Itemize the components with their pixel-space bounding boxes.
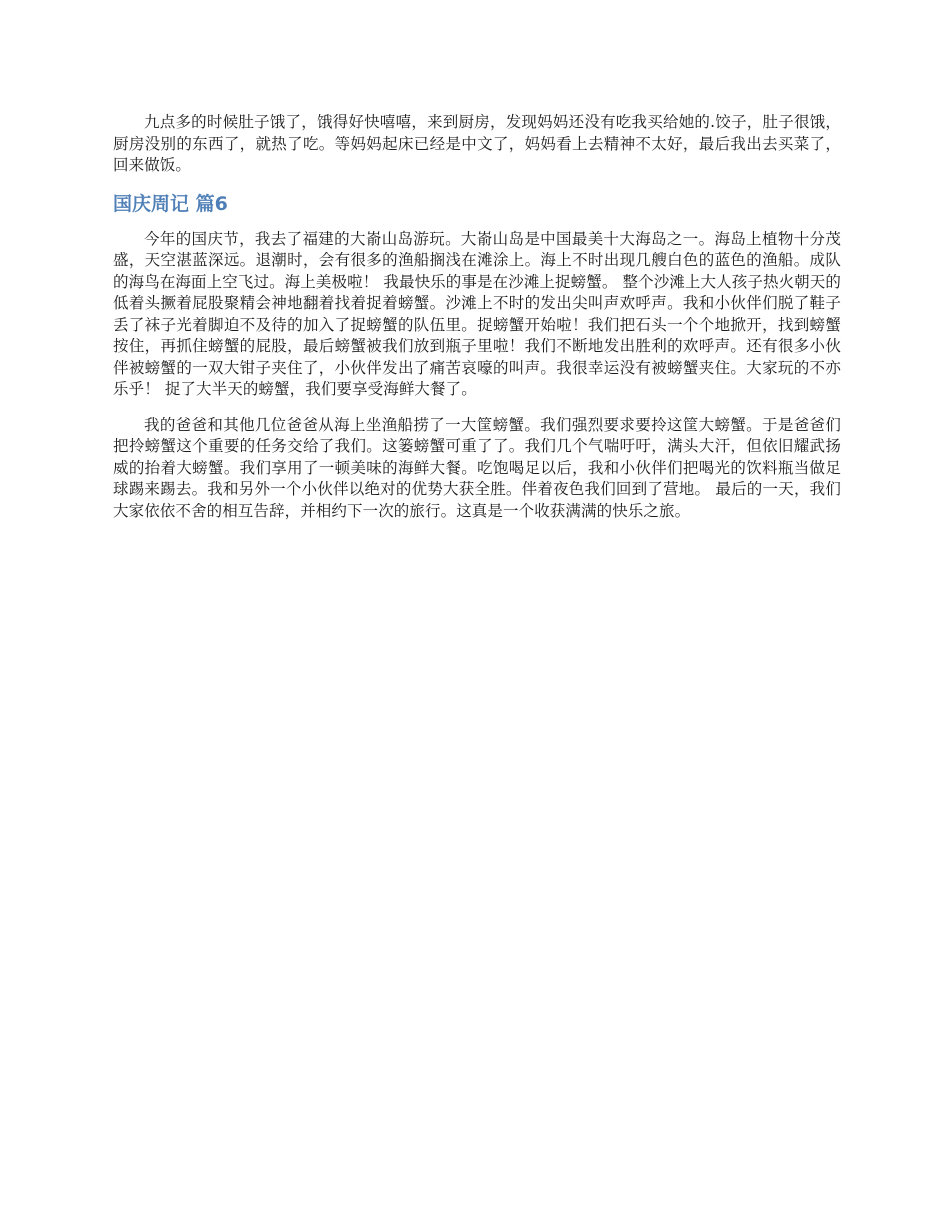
- document-page: [113, 112, 841, 536]
- section-heading: 国庆周记 篇6: [113, 192, 228, 215]
- section-paragraph-1: 今年的国庆节，我去了福建的大嵛山岛游玩。大嵛山岛是中国最美十大海岛之一。海岛上植物十分茂盛，天空湛蓝深远。退潮时，会有很多的渔船搁浅在滩涂上。海上不时出现几艘白色的蓝色的渔船。成队的海鸟在海面上空飞过。海上美极啦！ 我最快乐的事是在沙滩上捉螃蟹。 整个沙滩上大人孩子热火朝天的低着头撅着屁股聚精会神地翻着找着捉着螃蟹。沙滩上不时的发出尖叫声欢呼声。我和小伙伴们脱了鞋子丢了袜子光着脚迫不及待的加入了捉螃蟹的队伍里。捉螃蟹开始啦！我们把石头一个个地掀开，找到螃蟹按住，再抓住螃蟹的屁股，最后螃蟹被我们放到瓶子里啦！我们不断地发出胜利的欢呼声。还有很多小伙伴被螃蟹的一双大钳子夹住了，小伙伴发出了痛苦哀嚎的叫声。我很幸运没有被螃蟹夹住。大家玩的不亦乐乎！ 捉了大半天的螃蟹，我们要享受海鲜大餐了。: [113, 229, 841, 398]
- intro-paragraph: 九点多的时候肚子饿了，饿得好快嘻嘻，来到厨房，发现妈妈还没有吃我买给她的.饺子，肚子很饿，厨房没别的东西了，就热了吃。等妈妈起床已经是中文了，妈妈看上去精神不太好，最后我出去买菜了，回来做饭。: [113, 113, 841, 174]
- section-paragraph-2: 我的爸爸和其他几位爸爸从海上坐渔船捞了一大筐螃蟹。我们强烈要求要拎这筐大螃蟹。于是爸爸们把拎螃蟹这个重要的任务交给了我们。这篓螃蟹可重了了。我们几个气喘吁吁，满头大汗，但依旧耀武扬威的抬着大螃蟹。我们享用了一顿美味的海鲜大餐。吃饱喝足以后，我和小伙伴们把喝光的饮料瓶当做足球踢来踢去。我和另外一个小伙伴以绝对的优势大获全胜。伴着夜色我们回到了营地。 最后的一天，我们大家依依不舍的相互告辞，并相约下一次的旅行。这真是一个收获满满的快乐之旅。: [113, 415, 841, 520]
